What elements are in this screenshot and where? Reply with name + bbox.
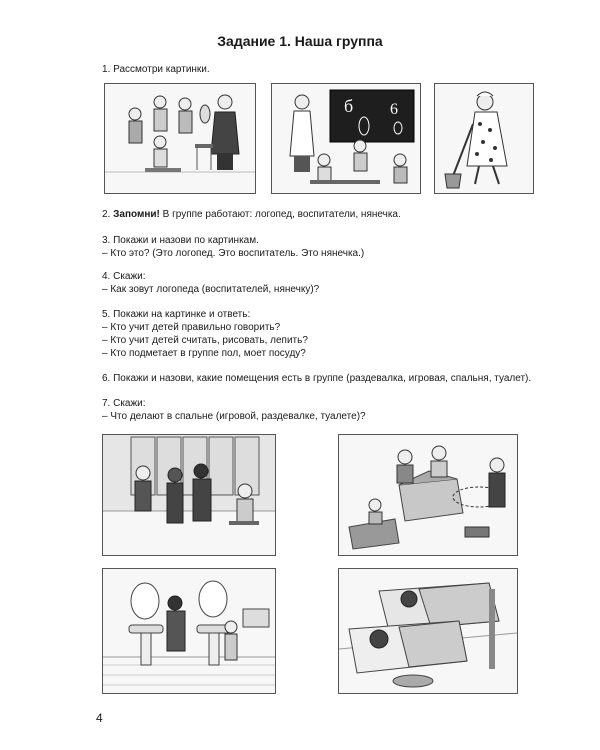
task-2-bold-word: Запомни! <box>113 209 160 220</box>
task-2-rest: В группе работают: логопед, воспитатели, нянечка. <box>159 209 401 220</box>
page-number: 4 <box>96 711 103 725</box>
task-4-heading: 4. Скажи: <box>102 271 146 282</box>
blackboard-number: 6 <box>390 101 398 118</box>
task-2-number: 2. <box>102 209 114 220</box>
task-1-text: 1. Рассмотри картинки. <box>102 64 210 75</box>
task-7-heading: 7. Скажи: <box>102 398 146 409</box>
nanny-sweeping-picture <box>434 83 534 194</box>
task-2-text <box>102 209 401 221</box>
task-5-line-3: – Кто подметает в группе пол, моет посуду? <box>102 348 306 359</box>
task-5-line-1: – Кто учит детей правильно говорить? <box>102 322 281 333</box>
page-title: Задание 1. Наша группа <box>217 33 383 49</box>
blackboard-letter: б <box>344 96 354 116</box>
task-3-heading: 3. Покажи и назови по картинкам. <box>102 235 259 246</box>
task-5-heading: 5. Покажи на картинке и ответь: <box>102 309 251 320</box>
bedroom-picture <box>338 568 518 694</box>
teacher-blackboard-picture <box>271 83 421 194</box>
washroom-picture <box>102 568 276 694</box>
cloakroom-picture <box>102 434 276 556</box>
speech-therapist-picture <box>104 83 256 194</box>
task-3-line-1: – Кто это? (Это логопед. Это воспитатель. Это нянечка.) <box>102 248 365 259</box>
playroom-picture <box>338 434 518 556</box>
task-4-line-1: – Как зовут логопеда (воспитателей, нянечку)? <box>102 284 320 295</box>
task-7-line-1: – Что делают в спальне (игровой, раздевалке, туалете)? <box>102 411 366 422</box>
task-5-line-2: – Кто учит детей считать, рисовать, лепить? <box>102 335 308 346</box>
task-6-text: 6. Покажи и назови, какие помещения есть в группе (раздевалка, игровая, спальня, туалет). <box>102 373 532 384</box>
